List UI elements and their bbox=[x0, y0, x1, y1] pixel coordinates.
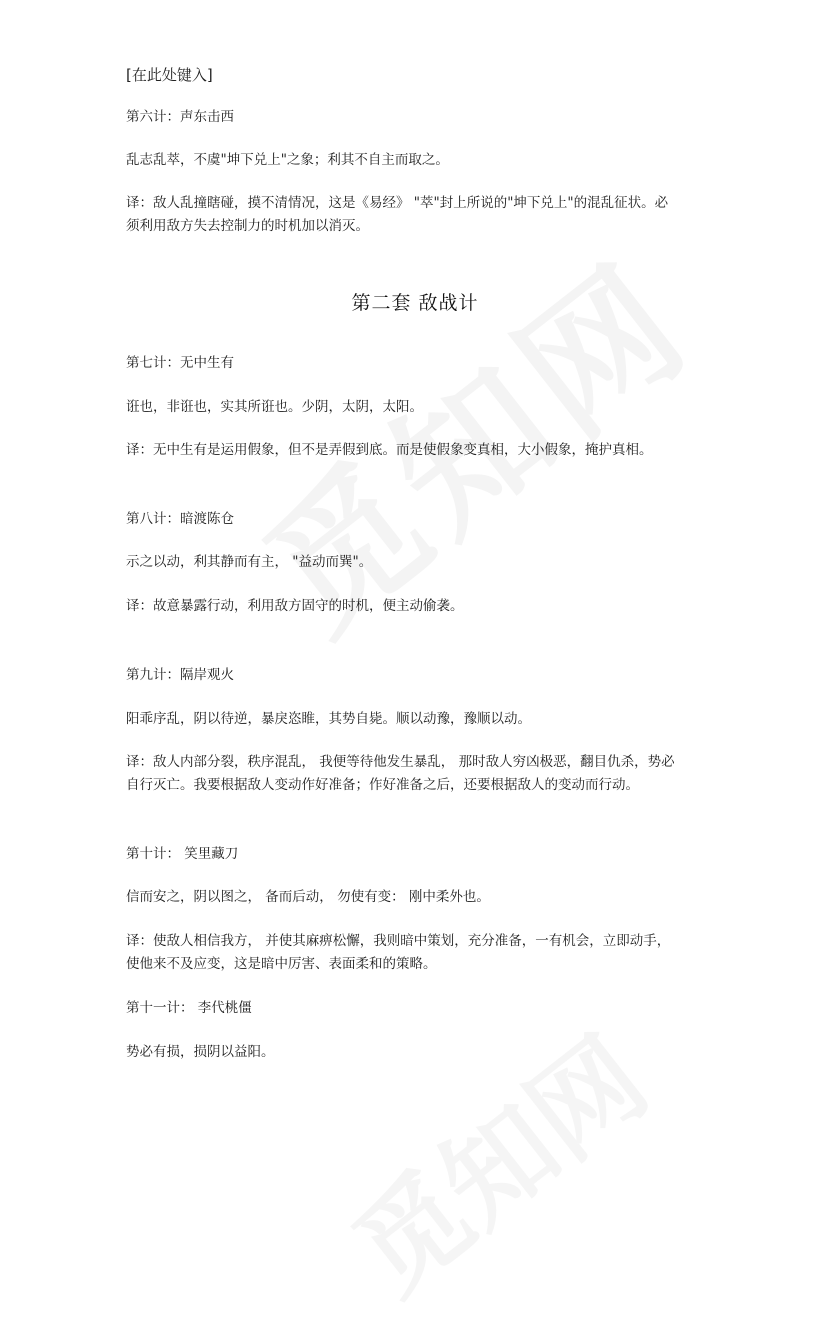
stratagem-7-text: 诳也，非诳也，实其所诳也。少阴，太阴，太阳。 bbox=[126, 399, 423, 415]
header-placeholder[interactable]: [在此处键入] bbox=[126, 66, 213, 84]
stratagem-9-text: 阳乖序乱，阴以待逆，暴戾恣睢，其势自毙。顺以动豫，豫顺以动。 bbox=[126, 711, 531, 727]
stratagem-8-translation: 译：故意暴露行动，利用敌方固守的时机，便主动偷袭。 bbox=[126, 598, 464, 614]
stratagem-10-text: 信而安之，阴以图之， 备而后动， 勿使有变： 刚中柔外也。 bbox=[126, 889, 490, 905]
stratagem-9-title: 第九计：隔岸观火 bbox=[126, 667, 234, 683]
stratagem-11-title: 第十一计： 李代桃僵 bbox=[126, 1000, 252, 1016]
stratagem-9-translation-line1: 译：敌人内部分裂，秩序混乱， 我便等待他发生暴乱， 那时敌人穷凶极恶，翻目仇杀，势必 bbox=[126, 754, 675, 770]
stratagem-10-translation-line2: 使他来不及应变，这是暗中厉害、表面柔和的策略。 bbox=[126, 956, 437, 972]
stratagem-7-translation: 译：无中生有是运用假象，但不是弄假到底。而是使假象变真相，大小假象，掩护真相。 bbox=[126, 442, 653, 458]
stratagem-8-text: 示之以动，利其静而有主， "益动而巽"。 bbox=[126, 554, 373, 570]
stratagem-6-title: 第六计：声东击西 bbox=[126, 109, 234, 125]
stratagem-9-translation-line2: 自行灭亡。我要根据敌人变动作好准备；作好准备之后，还要根据敌人的变动而行动。 bbox=[126, 777, 639, 793]
stratagem-7-title: 第七计：无中生有 bbox=[126, 355, 234, 371]
stratagem-10-title: 第十计： 笑里藏刀 bbox=[126, 846, 239, 862]
stratagem-6-text: 乱志乱萃，不虞"坤下兑上"之象；利其不自主而取之。 bbox=[126, 152, 449, 168]
section-title: 第二套 敌战计 bbox=[351, 292, 479, 314]
stratagem-11-text: 势必有损，损阴以益阳。 bbox=[126, 1044, 275, 1060]
stratagem-6-translation-line1: 译：敌人乱撞瞎碰，摸不清情况，这是《易经》 "萃"封上所说的"坤下兑上"的混乱征状。必 bbox=[126, 195, 669, 211]
stratagem-8-title: 第八计：暗渡陈仓 bbox=[126, 511, 234, 527]
stratagem-10-translation-line1: 译：使敌人相信我方， 并使其麻痹松懈，我则暗中策划，充分准备，一有机会，立即动手， bbox=[126, 933, 671, 949]
stratagem-6-translation-line2: 须利用敌方失去控制力的时机加以消灭。 bbox=[126, 218, 369, 234]
